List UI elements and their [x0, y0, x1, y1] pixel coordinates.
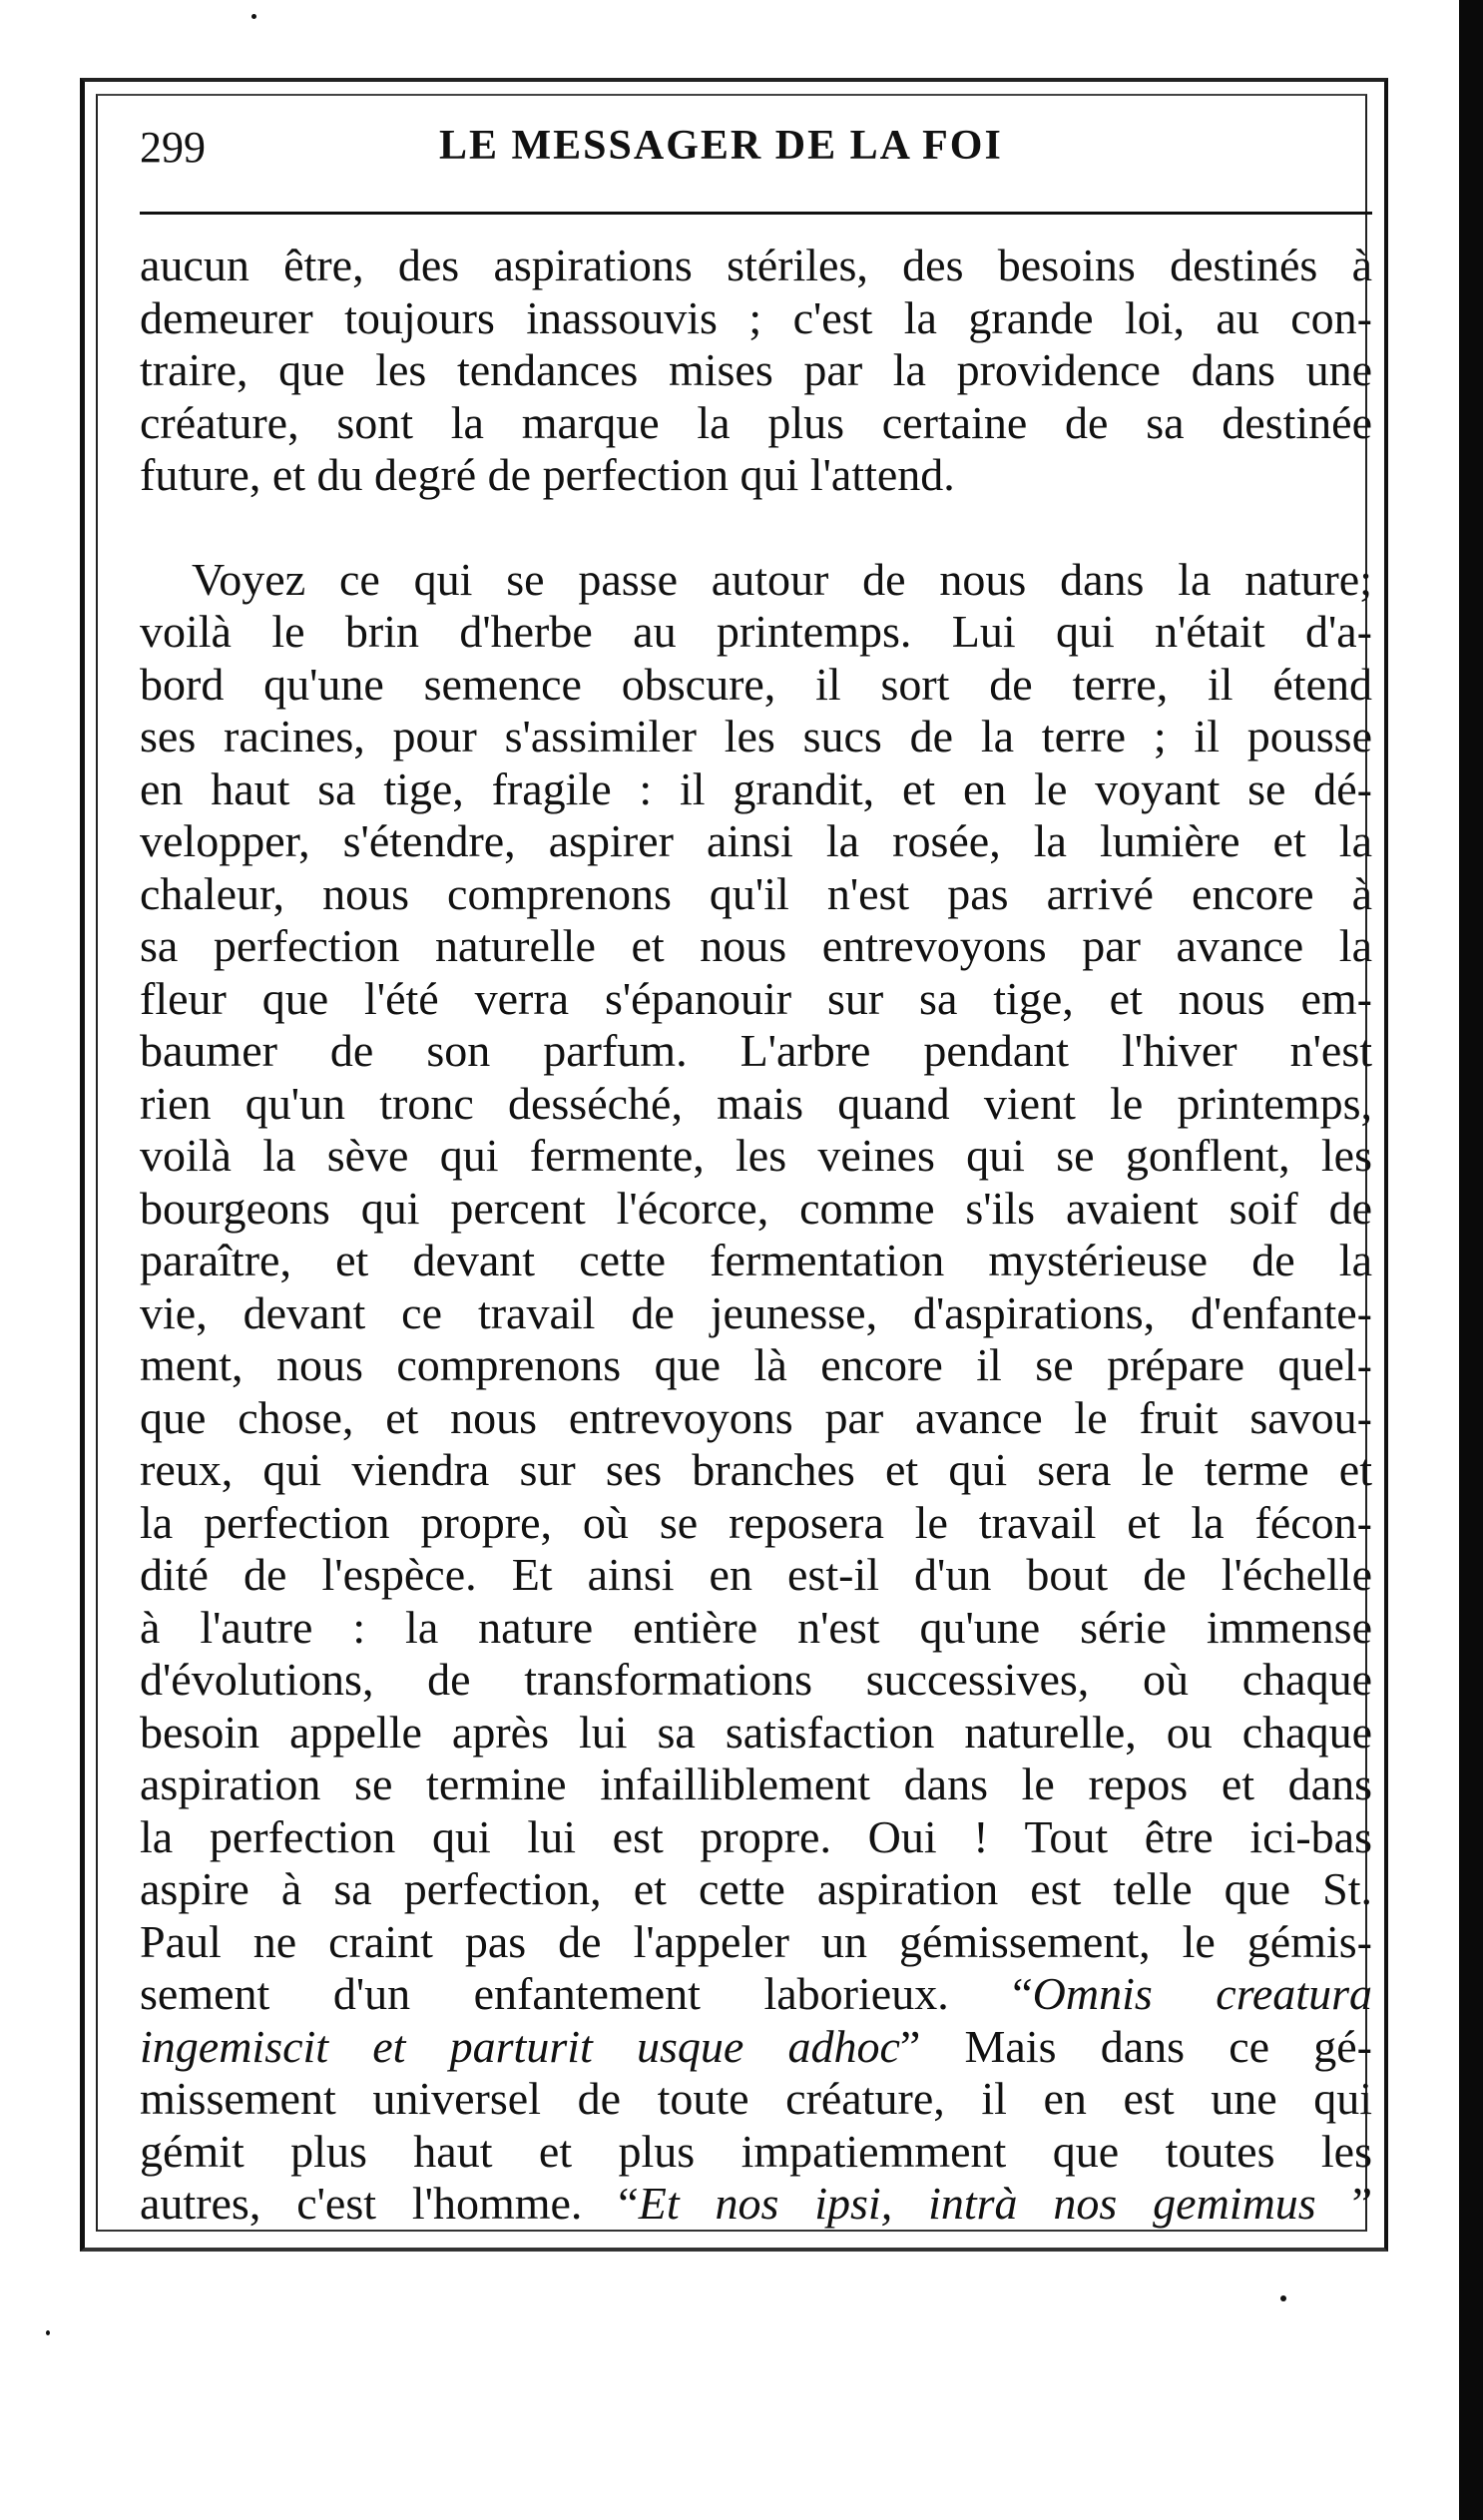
page-number: 299	[140, 123, 206, 172]
text-line: bord qu'une semence obscure, il sort de terre, il étend	[140, 658, 1372, 710]
page-header	[140, 118, 1372, 188]
text-line: chaleur, nous comprenons qu'il n'est pas arrivé encore à	[140, 867, 1372, 919]
text-line: vie, devant ce travail de jeunesse, d'aspirations, d'enfante-	[140, 1286, 1372, 1338]
text-line: la perfection propre, où se reposera le travail et la fécon-	[140, 1496, 1372, 1548]
text-line-mixed	[140, 1968, 1372, 2021]
text-line: d'évolutions, de transformations successives, où chaque	[140, 1654, 1372, 1705]
text-run: ”	[1315, 2178, 1372, 2229]
text-line: aspire à sa perfection, et cette aspiration est telle que St.	[140, 1863, 1372, 1914]
text-line: baumer de son parfum. L'arbre pendant l'hiver n'est	[140, 1025, 1372, 1076]
latin-quote: Omnis creatura	[1032, 1968, 1372, 2019]
text-run: autres, c'est l'homme. “	[140, 2178, 639, 2229]
text-line: créature, sont la marque la plus certaine de sa destinée	[140, 396, 1372, 448]
text-line: aucun être, des aspirations stériles, des besoins destinés à	[140, 240, 1372, 290]
text-line: que chose, et nous entrevoyons par avance le fruit savou-	[140, 1391, 1372, 1443]
text-run: ” Mais dans ce gé-	[899, 2020, 1372, 2072]
paragraph-2	[140, 554, 1372, 2231]
text-line: velopper, s'étendre, aspirer ainsi la rosée, la lumière et la	[140, 815, 1372, 866]
text-line: ment, nous comprenons que là encore il se prépare quel-	[140, 1339, 1372, 1390]
text-line: ses racines, pour s'assimiler les sucs de la terre ; il pousse	[140, 711, 1372, 761]
text-line: aspiration se termine infailliblement dans le repos et dans	[140, 1759, 1372, 1809]
text-line: demeurer toujours inassouvis ; c'est la grande loi, au con-	[140, 291, 1372, 343]
speck	[251, 14, 256, 19]
text-line: rien qu'un tronc desséché, mais quand vient le printemps,	[140, 1077, 1372, 1129]
paragraph-gap	[140, 502, 1372, 554]
paragraph-1	[140, 240, 1372, 502]
speck	[1280, 2295, 1286, 2301]
body-text	[140, 240, 1372, 2231]
scan-edge-shadow	[1459, 0, 1483, 2520]
running-title: LE MESSAGER DE LA FOI	[439, 123, 1003, 169]
text-line-mixed	[140, 2021, 1372, 2074]
text-line: traire, que les tendances mises par la providence dans une	[140, 344, 1372, 395]
text-line: à l'autre : la nature entière n'est qu'une série immense	[140, 1601, 1372, 1653]
header-rule	[140, 212, 1372, 215]
speck	[46, 2330, 50, 2335]
latin-quote: Et nos ipsi, intrà nos gemimus	[638, 2178, 1316, 2229]
text-line: fleur que l'été verra s'épanouir sur sa tige, et nous em-	[140, 972, 1372, 1024]
text-line: paraître, et devant cette fermentation mystérieuse de la	[140, 1235, 1372, 1285]
text-line-mixed	[140, 2178, 1372, 2231]
text-line: besoin appelle après lui sa satisfaction naturelle, ou chaque	[140, 1706, 1372, 1758]
text-line: voilà le brin d'herbe au printemps. Lui qui n'était d'a-	[140, 606, 1372, 657]
latin-quote: ingemiscit et parturit usque adhoc	[140, 2020, 900, 2072]
text-line: Voyez ce qui se passe autour de nous dans la nature;	[192, 553, 1372, 605]
text-line: future, et du degré de perfection qui l'attend.	[140, 449, 955, 500]
text-line: dité de l'espèce. Et ainsi en est-il d'un bout de l'échelle	[140, 1549, 1372, 1600]
text-line: gémit plus haut et plus impatiemment que toutes les	[140, 2125, 1372, 2177]
text-run: sement d'un enfantement laborieux. “	[140, 1968, 1033, 2019]
text-line: Paul ne craint pas de l'appeler un gémissement, le gémis-	[140, 1915, 1372, 1967]
text-line: sa perfection naturelle et nous entrevoyons par avance la	[140, 920, 1372, 971]
text-line: reux, qui viendra sur ses branches et qui sera le terme et	[140, 1444, 1372, 1495]
text-line: en haut sa tige, fragile : il grandit, et en le voyant se dé-	[140, 762, 1372, 814]
text-line: la perfection qui lui est propre. Oui ! Tout être ici-bas	[140, 1810, 1372, 1862]
text-line: bourgeons qui percent l'écorce, comme s'ils avaient soif de	[140, 1182, 1372, 1234]
text-line: missement universel de toute créature, il en est une qui	[140, 2073, 1372, 2124]
text-line: voilà la sève qui fermente, les veines qui se gonflent, les	[140, 1130, 1372, 1181]
